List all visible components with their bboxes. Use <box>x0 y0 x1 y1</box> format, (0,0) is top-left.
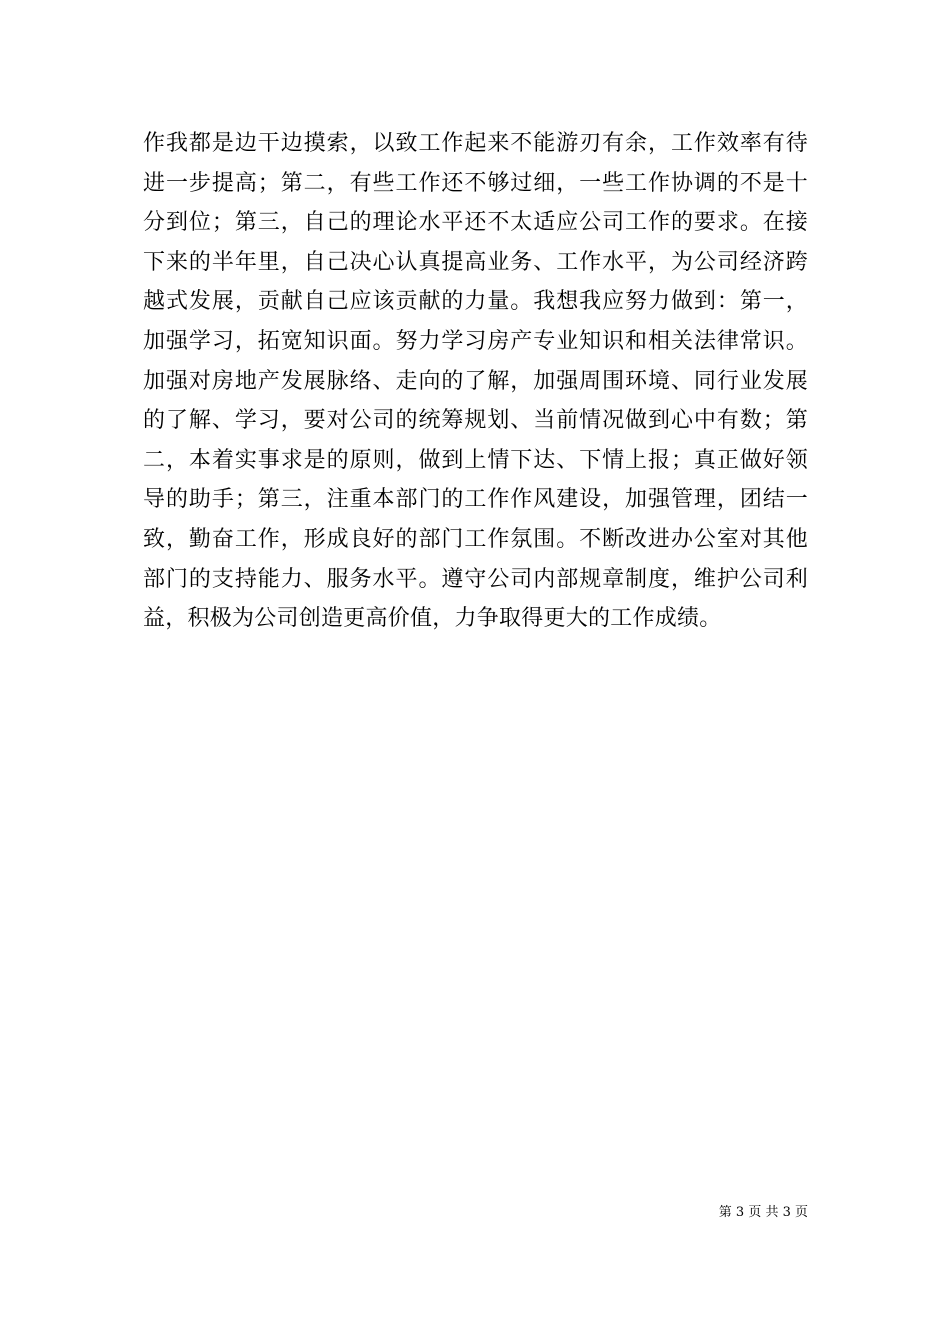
text-line-5: 越式发展，贡献自己应该贡献的力量。我想我应努力做到：第一， <box>143 289 808 315</box>
text-line-8: 的了解、学习，要对公司的统筹规划、当前情况做到心中有数；第 <box>143 408 808 434</box>
text-line-12: 部门的支持能力、服务水平。遵守公司内部规章制度，维护公司利 <box>143 566 808 592</box>
text-line-1: 作我都是边干边摸索，以致工作起来不能游刃有余，工作效率有待 <box>143 131 808 156</box>
text-line-10: 导的助手；第三，注重本部门的工作作风建设，加强管理，团结一 <box>143 487 808 513</box>
text-line-7: 加强对房地产发展脉络、走向的了解，加强周围环境、同行业发展 <box>143 368 808 394</box>
text-line-13: 益，积极为公司创造更高价值，力争取得更大的工作成绩。 <box>143 606 722 632</box>
text-line-9: 二，本着实事求是的原则，做到上情下达、下情上报；真正做好领 <box>143 447 808 473</box>
text-line-3: 分到位；第三，自己的理论水平还不太适应公司工作的要求。在接 <box>143 210 808 236</box>
body-paragraph <box>143 124 808 639</box>
text-line-4: 下来的半年里，自己决心认真提高业务、工作水平，为公司经济跨 <box>143 249 808 275</box>
text-line-2: 进一步提高；第二，有些工作还不够过细，一些工作协调的不是十 <box>143 170 808 196</box>
text-line-6: 加强学习，拓宽知识面。努力学习房产专业知识和相关法律常识。 <box>143 328 808 354</box>
text-line-11: 致，勤奋工作，形成良好的部门工作氛围。不断改进办公室对其他 <box>143 526 808 552</box>
page-number-footer: 第 3 页 共 3 页 <box>718 1205 808 1220</box>
